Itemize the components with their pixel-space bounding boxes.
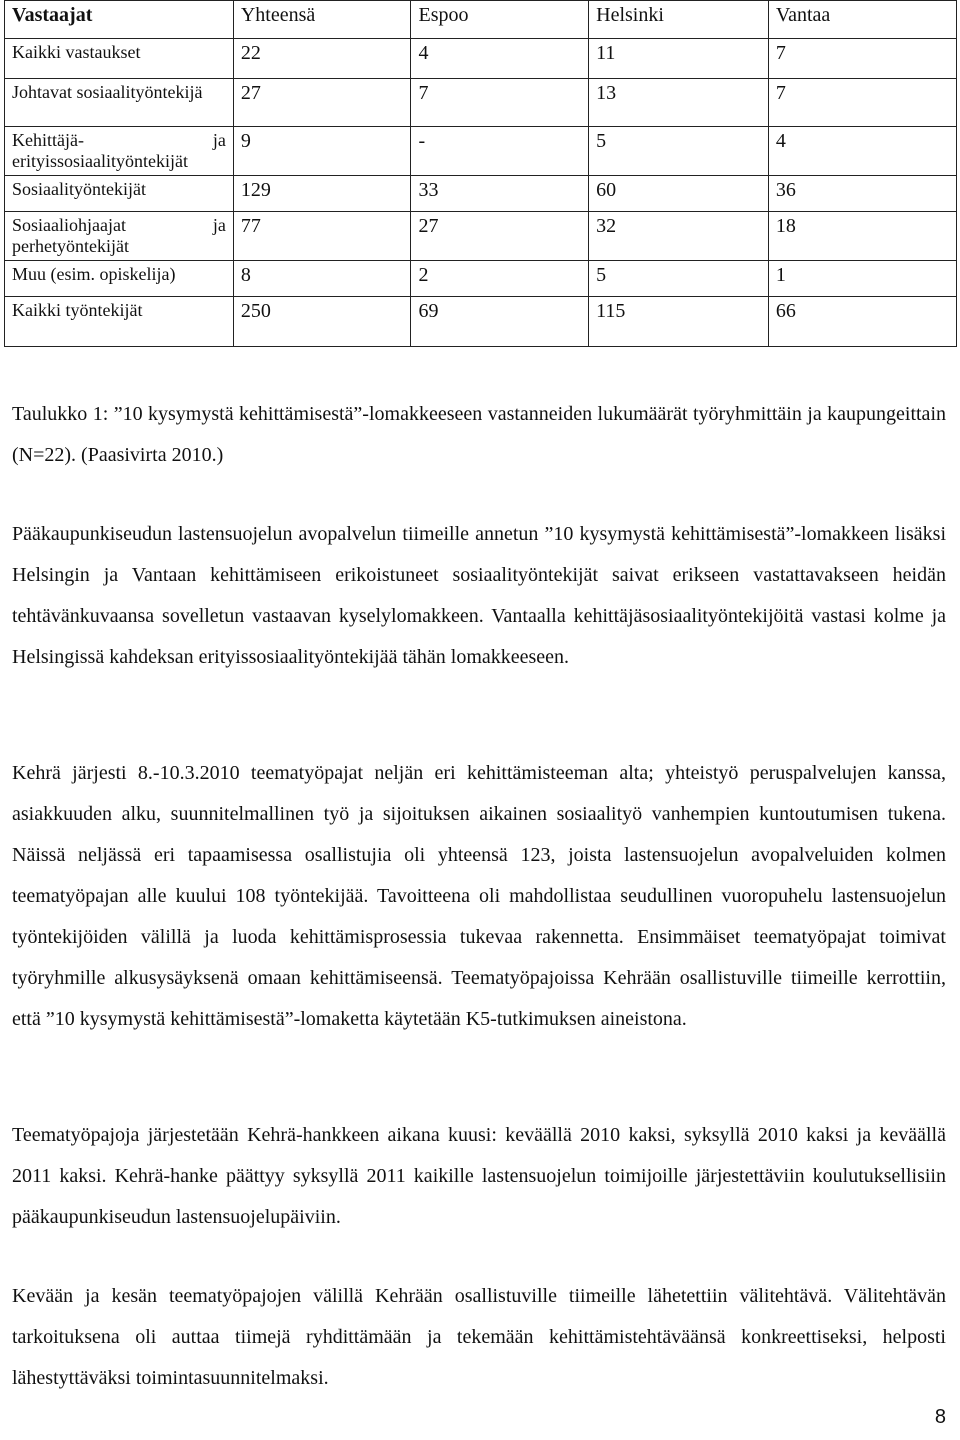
table-caption: Taulukko 1: ”10 kysymystä kehittämisestä”-lomakkeeseen vastanneiden lukumäärät työryhmittäin ja kaupungeittain (N=22). (Paasivirta 2010.)	[12, 403, 946, 466]
cell-espoo: 33	[411, 176, 589, 212]
row-label-part: ja	[212, 130, 226, 150]
cell-helsinki: 13	[589, 79, 769, 127]
table-row	[5, 297, 957, 347]
body-paragraph: Kevään ja kesän teematyöpajojen välillä Kehrään osallistuville tiimeille lähetettiin välitehtävä. Välitehtävän tarkoituksena oli auttaa tiimejä ryhdittämään ja tekemään kehittämistehtäväänsä konkreettiseksi, helposti lähestyttäväksi toimintasuunnitelmaksi.	[12, 1285, 946, 1389]
cell-espoo: -	[411, 127, 589, 176]
header-espoo: Espoo	[411, 1, 589, 39]
cell-helsinki: 60	[589, 176, 769, 212]
table-row	[5, 176, 957, 212]
header-respondents: Vastaajat	[5, 1, 234, 39]
cell-espoo: 4	[411, 39, 589, 79]
table-row	[5, 212, 957, 261]
header-total: Yhteensä	[233, 1, 411, 39]
row-label-part: erityissosiaalityöntekijät	[12, 151, 188, 171]
row-label: Kaikki vastaukset	[5, 39, 234, 79]
row-label	[5, 212, 234, 261]
row-label: Kaikki työntekijät	[5, 297, 234, 347]
cell-total: 129	[233, 176, 411, 212]
row-label-part: Sosiaaliohjaajat	[12, 215, 126, 235]
cell-helsinki: 5	[589, 261, 769, 297]
cell-helsinki: 5	[589, 127, 769, 176]
cell-vantaa: 4	[768, 127, 956, 176]
cell-helsinki: 115	[589, 297, 769, 347]
cell-vantaa: 1	[768, 261, 956, 297]
cell-helsinki: 32	[589, 212, 769, 261]
cell-espoo: 69	[411, 297, 589, 347]
cell-helsinki: 11	[589, 39, 769, 79]
header-vantaa: Vantaa	[768, 1, 956, 39]
row-label-part: ja	[212, 215, 226, 235]
cell-vantaa: 36	[768, 176, 956, 212]
cell-total: 77	[233, 212, 411, 261]
row-label: Muu (esim. opiskelija)	[5, 261, 234, 297]
cell-vantaa: 18	[768, 212, 956, 261]
row-label-part: Kehittäjä-	[12, 130, 84, 150]
cell-espoo: 7	[411, 79, 589, 127]
page-number: 8	[934, 1406, 946, 1428]
respondents-table	[4, 0, 957, 347]
table-row	[5, 79, 957, 127]
row-label-part: perhetyöntekijät	[12, 236, 129, 256]
cell-vantaa: 66	[768, 297, 956, 347]
table-row	[5, 127, 957, 176]
body-paragraph: Kehrä järjesti 8.-10.3.2010 teematyöpajat neljän eri kehittämisteeman alta; yhteistyö peruspalvelujen kanssa, asiakkuuden alku, suunnitelmallinen työ ja sijoituksen aikainen sosiaalityö vanhempien kuntoutumisen tukena. Näissä neljässä eri tapaamisessa osallistujia oli yhteensä 123, joista lastensuojelun avopalveluiden kolmen teematyöpajan alle kuului 108 työntekijää. Tavoitteena oli mahdollistaa seudullinen vuoropuhelu lastensuojelun työntekijöiden välillä ja luoda kehittämisprosessia tukevaa rakennetta. Ensimmäiset teematyöpajat toimivat työryhmille alkusysäyksenä omaan kehittämiseensä. Teematyöpajoissa Kehrään osallistuville tiimeille kerrottiin, että ”10 kysymystä kehittämisestä”-lomaketta käytetään K5-tutkimuksen aineistona.	[12, 762, 946, 1030]
row-label: Sosiaalityöntekijät	[5, 176, 234, 212]
cell-total: 22	[233, 39, 411, 79]
header-helsinki: Helsinki	[589, 1, 769, 39]
cell-vantaa: 7	[768, 39, 956, 79]
cell-total: 8	[233, 261, 411, 297]
cell-espoo: 2	[411, 261, 589, 297]
cell-vantaa: 7	[768, 79, 956, 127]
row-label	[5, 127, 234, 176]
body-paragraph: Teematyöpajoja järjestetään Kehrä-hankkeen aikana kuusi: keväällä 2010 kaksi, syksyllä 2010 kaksi ja keväällä 2011 kaksi. Kehrä-hanke päättyy syksyllä 2011 kaikille lastensuojelun toimijoille järjestettäviin koulutuksellisiin pääkaupunkiseudun lastensuojelupäiviin.	[12, 1124, 946, 1228]
row-label: Johtavat sosiaalityöntekijä	[5, 79, 234, 127]
table-row	[5, 39, 957, 79]
cell-total: 9	[233, 127, 411, 176]
table-row	[5, 261, 957, 297]
cell-total: 27	[233, 79, 411, 127]
cell-total: 250	[233, 297, 411, 347]
body-paragraph: Pääkaupunkiseudun lastensuojelun avopalvelun tiimeille annetun ”10 kysymystä kehittämisestä”-lomakkeen lisäksi Helsingin ja Vantaan kehittämiseen erikoistuneet sosiaalityöntekijät saivat erikseen vastattavakseen heidän tehtävänkuvaansa sovelletun vastaavan kyselylomakkeen. Vantaalla kehittäjäsosiaalityöntekijöitä vastasi kolme ja Helsingissä kahdeksan erityissosiaalityöntekijää tähän lomakkeeseen.	[12, 523, 946, 668]
cell-espoo: 27	[411, 212, 589, 261]
table-header-row	[5, 1, 957, 39]
